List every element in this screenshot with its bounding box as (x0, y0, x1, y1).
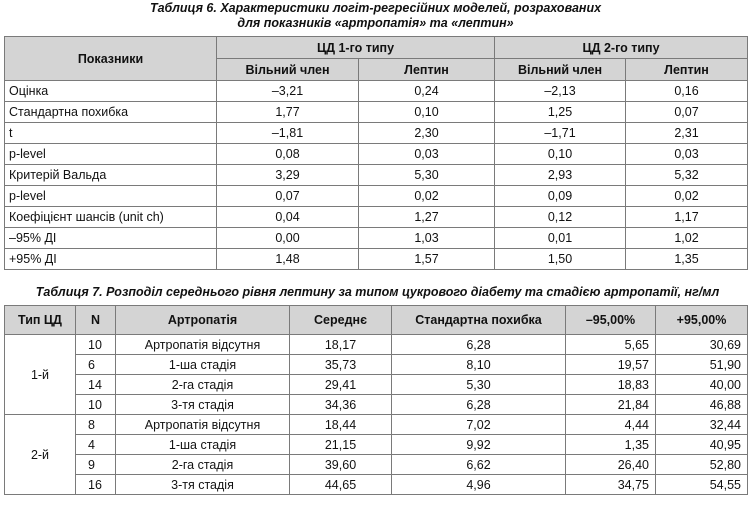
value-cell: 1,17 (626, 207, 748, 228)
arthropathy-cell: 3-тя стадія (116, 395, 290, 415)
table-row (5, 144, 748, 165)
mean-cell: 18,44 (290, 415, 392, 435)
mean-cell: 34,36 (290, 395, 392, 415)
std-error-cell: 7,02 (392, 415, 566, 435)
n-cell: 4 (76, 435, 116, 455)
value-cell: 1,25 (495, 102, 626, 123)
header-arthropathy: Артропатія (116, 306, 290, 335)
value-cell: 1,50 (495, 249, 626, 270)
value-cell: 0,12 (495, 207, 626, 228)
row-label: Оцінка (5, 81, 217, 102)
subheader-leptin-1: Лептин (359, 59, 495, 81)
upper-95-cell: 40,00 (656, 375, 748, 395)
table-row (5, 81, 748, 102)
subheader-intercept-1: Вільний член (217, 59, 359, 81)
lower-95-cell: 4,44 (566, 415, 656, 435)
mean-cell: 44,65 (290, 475, 392, 495)
table-row (5, 395, 748, 415)
value-cell: –2,13 (495, 81, 626, 102)
lower-95-cell: 34,75 (566, 475, 656, 495)
header-lower-95: –95,00% (566, 306, 656, 335)
lower-95-cell: 1,35 (566, 435, 656, 455)
value-cell: 1,48 (217, 249, 359, 270)
upper-95-cell: 40,95 (656, 435, 748, 455)
value-cell: 0,24 (359, 81, 495, 102)
mean-cell: 21,15 (290, 435, 392, 455)
row-label: Критерій Вальда (5, 165, 217, 186)
n-cell: 14 (76, 375, 116, 395)
value-cell: 0,07 (626, 102, 748, 123)
logit-model-table (4, 36, 748, 270)
std-error-cell: 4,96 (392, 475, 566, 495)
value-cell: 0,04 (217, 207, 359, 228)
mean-cell: 29,41 (290, 375, 392, 395)
lower-95-cell: 18,83 (566, 375, 656, 395)
value-cell: 0,07 (217, 186, 359, 207)
table-row (5, 415, 748, 435)
row-label: Стандартна похибка (5, 102, 217, 123)
header-n: N (76, 306, 116, 335)
header-type2: ЦД 2-го типу (495, 37, 748, 59)
value-cell: 2,31 (626, 123, 748, 144)
table-row (5, 355, 748, 375)
value-cell: –1,81 (217, 123, 359, 144)
upper-95-cell: 51,90 (656, 355, 748, 375)
arthropathy-cell: Артропатія відсутня (116, 335, 290, 355)
table6-caption-line1: Таблиця 6. Характеристики логіт-регресійних моделей, розрахованих (149, 1, 602, 15)
value-cell: 1,35 (626, 249, 748, 270)
std-error-cell: 5,30 (392, 375, 566, 395)
value-cell: 5,30 (359, 165, 495, 186)
row-label: –95% ДІ (5, 228, 217, 249)
table-row (5, 455, 748, 475)
value-cell: 2,30 (359, 123, 495, 144)
table-row (5, 123, 748, 144)
upper-95-cell: 30,69 (656, 335, 748, 355)
arthropathy-cell: 1-ша стадія (116, 355, 290, 375)
table-row (5, 102, 748, 123)
n-cell: 10 (76, 395, 116, 415)
diabetes-type-cell: 1-й (5, 335, 76, 415)
row-label: +95% ДІ (5, 249, 217, 270)
value-cell: 1,02 (626, 228, 748, 249)
std-error-cell: 6,28 (392, 335, 566, 355)
value-cell: 1,77 (217, 102, 359, 123)
leptin-distribution-table (4, 305, 748, 495)
diabetes-type-cell: 2-й (5, 415, 76, 495)
upper-95-cell: 32,44 (656, 415, 748, 435)
table-row (5, 249, 748, 270)
value-cell: 1,57 (359, 249, 495, 270)
arthropathy-cell: 3-тя стадія (116, 475, 290, 495)
subheader-leptin-2: Лептин (626, 59, 748, 81)
n-cell: 9 (76, 455, 116, 475)
header-std-error: Стандартна похибка (392, 306, 566, 335)
lower-95-cell: 19,57 (566, 355, 656, 375)
table7-caption: Таблиця 7. Розподіл середнього рівня лептину за типом цукрового діабету та стадією артропатії, нг/мл (35, 285, 720, 299)
header-type1: ЦД 1-го типу (217, 37, 495, 59)
upper-95-cell: 46,88 (656, 395, 748, 415)
row-label: t (5, 123, 217, 144)
row-label: p-level (5, 186, 217, 207)
table-row (5, 228, 748, 249)
value-cell: 0,03 (626, 144, 748, 165)
mean-cell: 35,73 (290, 355, 392, 375)
lower-95-cell: 26,40 (566, 455, 656, 475)
lower-95-cell: 21,84 (566, 395, 656, 415)
header-indicators: Показники (5, 37, 217, 81)
value-cell: 0,10 (359, 102, 495, 123)
upper-95-cell: 52,80 (656, 455, 748, 475)
arthropathy-cell: 2-га стадія (116, 375, 290, 395)
arthropathy-cell: 1-ша стадія (116, 435, 290, 455)
table6-caption-line2: для показників «артропатія» та «лептин» (237, 16, 514, 30)
header-mean: Середнє (290, 306, 392, 335)
header-upper-95: +95,00% (656, 306, 748, 335)
table-row (5, 165, 748, 186)
row-label: Коефіцієнт шансів (unit ch) (5, 207, 217, 228)
value-cell: 0,01 (495, 228, 626, 249)
table-row (5, 207, 748, 228)
header-diabetes-type: Тип ЦД (5, 306, 76, 335)
table-row (5, 335, 748, 355)
table-row (5, 186, 748, 207)
upper-95-cell: 54,55 (656, 475, 748, 495)
value-cell: 3,29 (217, 165, 359, 186)
mean-cell: 39,60 (290, 455, 392, 475)
value-cell: 0,08 (217, 144, 359, 165)
subheader-intercept-2: Вільний член (495, 59, 626, 81)
value-cell: 0,09 (495, 186, 626, 207)
value-cell: 0,16 (626, 81, 748, 102)
std-error-cell: 8,10 (392, 355, 566, 375)
row-label: p-level (5, 144, 217, 165)
value-cell: 0,03 (359, 144, 495, 165)
arthropathy-cell: Артропатія відсутня (116, 415, 290, 435)
value-cell: 0,02 (359, 186, 495, 207)
value-cell: 0,00 (217, 228, 359, 249)
n-cell: 10 (76, 335, 116, 355)
value-cell: 2,93 (495, 165, 626, 186)
value-cell: 0,02 (626, 186, 748, 207)
table-row (5, 475, 748, 495)
value-cell: 1,27 (359, 207, 495, 228)
std-error-cell: 9,92 (392, 435, 566, 455)
n-cell: 8 (76, 415, 116, 435)
value-cell: 5,32 (626, 165, 748, 186)
value-cell: 0,10 (495, 144, 626, 165)
value-cell: 1,03 (359, 228, 495, 249)
table-row (5, 435, 748, 455)
mean-cell: 18,17 (290, 335, 392, 355)
value-cell: –1,71 (495, 123, 626, 144)
n-cell: 16 (76, 475, 116, 495)
arthropathy-cell: 2-га стадія (116, 455, 290, 475)
std-error-cell: 6,28 (392, 395, 566, 415)
value-cell: –3,21 (217, 81, 359, 102)
table-row (5, 375, 748, 395)
lower-95-cell: 5,65 (566, 335, 656, 355)
std-error-cell: 6,62 (392, 455, 566, 475)
n-cell: 6 (76, 355, 116, 375)
